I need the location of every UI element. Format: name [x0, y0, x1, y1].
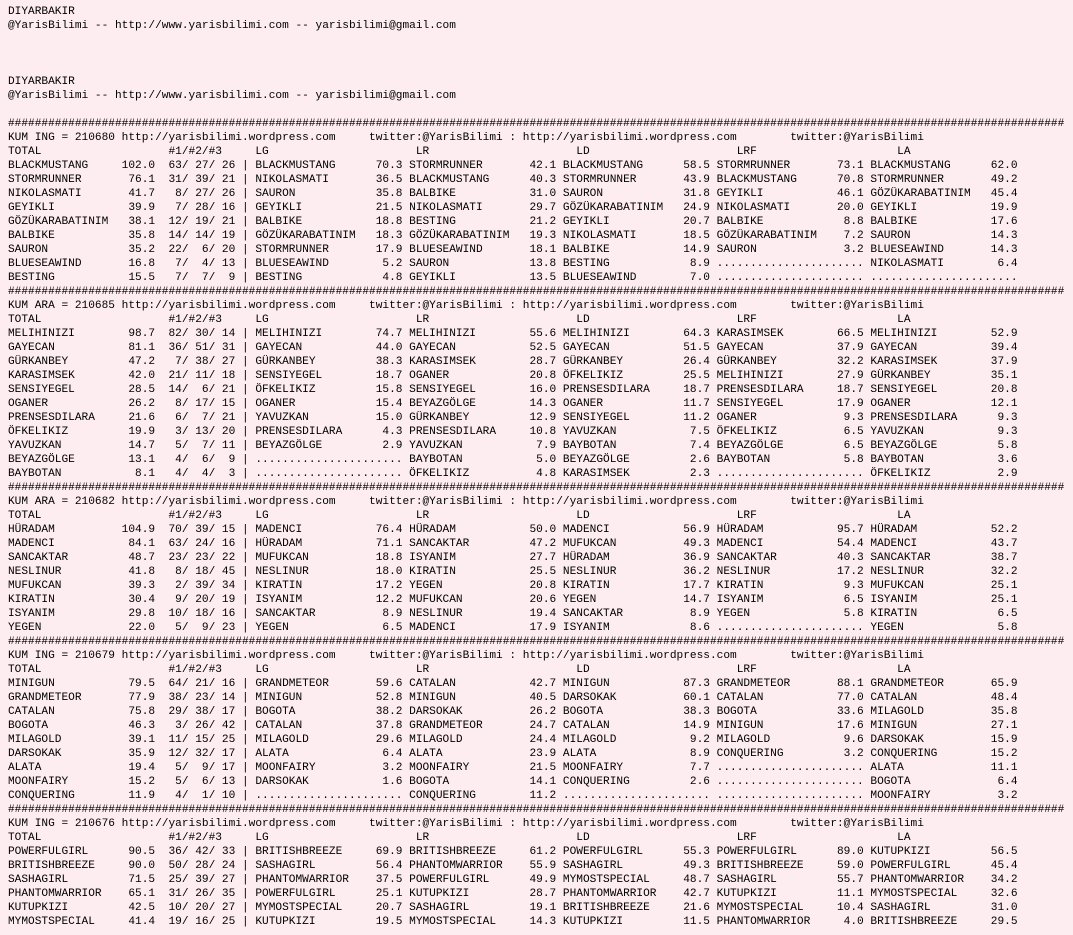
text-line: CONQUERING 11.9 4/ 1/ 10 | ...................... CONQUERING 11.2 ...................... ...................... MOONFAIRY 3.2: [8, 790, 1018, 802]
text-line: STORMRUNNER 76.1 31/ 39/ 21 | NIKOLASMATI 36.5 BLACKMUSTANG 40.3 STORMRUNNER 43.9 BLACKMUSTANG 70.8 STORMRUNNER 49.2: [8, 174, 1018, 186]
text-line: [8, 47, 1064, 61]
text-line: ISYANIM 29.8 10/ 18/ 16 | SANCAKTAR 8.9 NESLINUR 19.4 SANCAKTAR 8.9 YEGEN 5.8 KIRATIN 6.5: [8, 608, 1018, 620]
text-line: ÖFKELIKIZ 19.9 3/ 13/ 20 | PRENSESDILARA 4.3 PRENSESDILARA 10.8 YAVUZKAN 7.5 ÖFKELIKIZ 6.5 YAVUZKAN 9.3: [8, 426, 1018, 438]
text-line: PHANTOMWARRIOR 65.1 31/ 26/ 35 | POWERFULGIRL 25.1 KUTUPKIZI 28.7 PHANTOMWARRIOR 42.7 KUTUPKIZI 11.1 MYMOSTSPECIAL 32.6: [8, 888, 1018, 900]
text-line: ALATA 19.4 5/ 9/ 17 | MOONFAIRY 3.2 MOONFAIRY 21.5 MOONFAIRY 7.7 ...................... ALATA 11.1: [8, 762, 1018, 774]
text-line: BESTING 15.5 7/ 7/ 9 | BESTING 4.8 GEYIKLI 13.5 BLUESEAWIND 7.0 ...................... ......................: [8, 272, 1018, 284]
text-line: TOTAL #1/#2/#3 LG LR LD LRF LA: [8, 832, 911, 844]
text-line: KUM ARA = 210682 http://yarisbilimi.wordpress.com twitter:@YarisBilimi : http://yarisbilimi.wordpress.com twitter:@YarisBilimi: [8, 496, 924, 508]
text-line: MINIGUN 79.5 64/ 21/ 16 | GRANDMETEOR 59.6 CATALAN 42.7 MINIGUN 87.3 GRANDMETEOR 88.1 GRANDMETEOR 65.9: [8, 678, 1018, 690]
text-line: BLACKMUSTANG 102.0 63/ 27/ 26 | BLACKMUSTANG 70.3 STORMRUNNER 42.1 BLACKMUSTANG 58.5 STORMRUNNER 73.1 BLACKMUSTANG 62.0: [8, 160, 1018, 172]
text-line: ##############################################################################################################################################################: [8, 286, 1065, 298]
text-line: BEYAZGÖLGE 13.1 4/ 6/ 9 | ...................... BAYBOTAN 5.0 BEYAZGÖLGE 2.6 BAYBOTAN 5.8 BAYBOTAN 3.6: [8, 454, 1018, 466]
text-line: KUM ING = 210680 http://yarisbilimi.wordpress.com twitter:@YarisBilimi : http://yarisbilimi.wordpress.com twitter:@YarisBilimi: [8, 132, 924, 144]
text-line: @YarisBilimi -- http://www.yarisbilimi.com -- yarisbilimi@gmail.com: [8, 90, 456, 102]
text-line: SAURON 35.2 22/ 6/ 20 | STORMRUNNER 17.9 BLUESEAWIND 18.1 BALBIKE 14.9 SAURON 3.2 BLUESEAWIND 14.3: [8, 244, 1018, 256]
text-line: MILAGOLD 39.1 11/ 15/ 25 | MILAGOLD 29.6 MILAGOLD 24.4 MILAGOLD 9.2 MILAGOLD 9.6 DARSOKAK 15.9: [8, 734, 1018, 746]
text-line: ##############################################################################################################################################################: [8, 636, 1065, 648]
text-line: MYMOSTSPECIAL 41.4 19/ 16/ 25 | KUTUPKIZI 19.5 MYMOSTSPECIAL 14.3 KUTUPKIZI 11.5 PHANTOMWARRIOR 4.0 BRITISHBREEZE 29.5: [8, 916, 1018, 928]
text-line: BOGOTA 46.3 3/ 26/ 42 | CATALAN 37.8 GRANDMETEOR 24.7 CATALAN 14.9 MINIGUN 17.6 MINIGUN 27.1: [8, 720, 1018, 732]
text-line: KARASIMSEK 42.0 21/ 11/ 18 | SENSIYEGEL 18.7 OGANER 20.8 ÖFKELIKIZ 25.5 MELIHINIZI 27.9 GÜRKANBEY 35.1: [8, 370, 1018, 382]
text-line: MADENCI 84.1 63/ 24/ 16 | HÜRADAM 71.1 SANCAKTAR 47.2 MUFUKCAN 49.3 MADENCI 54.4 MADENCI 43.7: [8, 538, 1018, 550]
text-line: BRITISHBREEZE 90.0 50/ 28/ 24 | SASHAGIRL 56.4 PHANTOMWARRIOR 55.9 SASHAGIRL 49.3 BRITISHBREEZE 59.0 POWERFULGIRL 45.4: [8, 860, 1018, 872]
text-line: CATALAN 75.8 29/ 38/ 17 | BOGOTA 38.2 DARSOKAK 26.2 BOGOTA 38.3 BOGOTA 33.6 MILAGOLD 35.8: [8, 706, 1018, 718]
text-line: ##############################################################################################################################################################: [8, 804, 1065, 816]
text-line: NIKOLASMATI 41.7 8/ 27/ 26 | SAURON 35.8 BALBIKE 31.0 SAURON 31.8 GEYIKLI 46.1 GÖZÜKARABATINIM 45.4: [8, 188, 1018, 200]
text-line: ##############################################################################################################################################################: [8, 482, 1065, 494]
text-line: ##############################################################################################################################################################: [8, 118, 1065, 130]
text-line: OGANER 26.2 8/ 17/ 15 | OGANER 15.4 BEYAZGÖLGE 14.3 OGANER 11.7 SENSIYEGEL 17.9 OGANER 12.1: [8, 398, 1018, 410]
text-line: [8, 33, 1064, 47]
text-line: KUM ING = 210679 http://yarisbilimi.wordpress.com twitter:@YarisBilimi : http://yarisbilimi.wordpress.com twitter:@YarisBilimi: [8, 650, 924, 662]
text-line: DIYARBAKIR: [8, 76, 75, 88]
text-line: @YarisBilimi -- http://www.yarisbilimi.com -- yarisbilimi@gmail.com: [8, 20, 456, 32]
text-line: [8, 61, 1064, 75]
text-line: TOTAL #1/#2/#3 LG LR LD LRF LA: [8, 146, 911, 158]
text-line: TOTAL #1/#2/#3 LG LR LD LRF LA: [8, 664, 911, 676]
text-line: GÖZÜKARABATINIM 38.1 12/ 19/ 21 | BALBIKE 18.8 BESTING 21.2 GEYIKLI 20.7 BALBIKE 8.8 BALBIKE 17.6: [8, 216, 1018, 228]
text-line: KIRATIN 30.4 9/ 20/ 19 | ISYANIM 12.2 MUFUKCAN 20.6 YEGEN 14.7 ISYANIM 6.5 ISYANIM 25.1: [8, 594, 1018, 606]
text-line: MOONFAIRY 15.2 5/ 6/ 13 | DARSOKAK 1.6 BOGOTA 14.1 CONQUERING 2.6 ...................... BOGOTA 6.4: [8, 776, 1018, 788]
text-line: GRANDMETEOR 77.9 38/ 23/ 14 | MINIGUN 52.8 MINIGUN 40.5 DARSOKAK 60.1 CATALAN 77.0 CATALAN 48.4: [8, 692, 1018, 704]
text-line: BALBIKE 35.8 14/ 14/ 19 | GÖZÜKARABATINIM 18.3 GÖZÜKARABATINIM 19.3 NIKOLASMATI 18.5 GÖZÜKARABATINIM 7.2 SAURON 14.3: [8, 230, 1018, 242]
text-line: YAVUZKAN 14.7 5/ 7/ 11 | BEYAZGÖLGE 2.9 YAVUZKAN 7.9 BAYBOTAN 7.4 BEYAZGÖLGE 6.5 BEYAZGÖLGE 5.8: [8, 440, 1018, 452]
text-line: NESLINUR 41.8 8/ 18/ 45 | NESLINUR 18.0 KIRATIN 25.5 NESLINUR 36.2 NESLINUR 17.2 NESLINUR 32.2: [8, 566, 1018, 578]
text-line: DIYARBAKIR: [8, 6, 75, 18]
text-line: HÜRADAM 104.9 70/ 39/ 15 | MADENCI 76.4 HÜRADAM 50.0 MADENCI 56.9 HÜRADAM 95.7 HÜRADAM 52.2: [8, 524, 1018, 536]
text-line: POWERFULGIRL 90.5 36/ 42/ 33 | BRITISHBREEZE 69.9 BRITISHBREEZE 61.2 POWERFULGIRL 55.3 POWERFULGIRL 89.0 KUTUPKIZI 56.5: [8, 846, 1018, 858]
text-line: KUM ARA = 210685 http://yarisbilimi.wordpress.com twitter:@YarisBilimi : http://yarisbilimi.wordpress.com twitter:@YarisBilimi: [8, 300, 924, 312]
text-line: DARSOKAK 35.9 12/ 32/ 17 | ALATA 6.4 ALATA 23.9 ALATA 8.9 CONQUERING 3.2 CONQUERING 15.2: [8, 748, 1018, 760]
text-line: MELIHINIZI 98.7 82/ 30/ 14 | MELIHINIZI 74.7 MELIHINIZI 55.6 MELIHINIZI 64.3 KARASIMSEK 66.5 MELIHINIZI 52.9: [8, 328, 1018, 340]
text-line: SENSIYEGEL 28.5 14/ 6/ 21 | ÖFKELIKIZ 15.8 SENSIYEGEL 16.0 PRENSESDILARA 18.7 PRENSESDILARA 18.7 SENSIYEGEL 20.8: [8, 384, 1018, 396]
race-report-text: [8, 5, 1064, 929]
text-line: KUM ING = 210676 http://yarisbilimi.wordpress.com twitter:@YarisBilimi : http://yarisbilimi.wordpress.com twitter:@YarisBilimi: [8, 818, 924, 830]
text-line: BAYBOTAN 8.1 4/ 4/ 3 | ...................... ÖFKELIKIZ 4.8 KARASIMSEK 2.3 ...................... ÖFKELIKIZ 2.9: [8, 468, 1018, 480]
text-line: TOTAL #1/#2/#3 LG LR LD LRF LA: [8, 510, 911, 522]
text-line: SANCAKTAR 48.7 23/ 23/ 22 | MUFUKCAN 18.8 ISYANIM 27.7 HÜRADAM 36.9 SANCAKTAR 40.3 SANCAKTAR 38.7: [8, 552, 1018, 564]
text-line: PRENSESDILARA 21.6 6/ 7/ 21 | YAVUZKAN 15.0 GÜRKANBEY 12.9 SENSIYEGEL 11.2 OGANER 9.3 PRENSESDILARA 9.3: [8, 412, 1018, 424]
text-line: SASHAGIRL 71.5 25/ 39/ 27 | PHANTOMWARRIOR 37.5 POWERFULGIRL 49.9 MYMOSTSPECIAL 48.7 SASHAGIRL 55.7 PHANTOMWARRIOR 34.2: [8, 874, 1018, 886]
text-line: TOTAL #1/#2/#3 LG LR LD LRF LA: [8, 314, 911, 326]
text-line: YEGEN 22.0 5/ 9/ 23 | YEGEN 6.5 MADENCI 17.9 ISYANIM 8.6 ...................... YEGEN 5.8: [8, 622, 1018, 634]
text-line: KUTUPKIZI 42.5 10/ 20/ 27 | MYMOSTSPECIAL 20.7 SASHAGIRL 19.1 BRITISHBREEZE 21.6 MYMOSTSPECIAL 10.4 SASHAGIRL 31.0: [8, 902, 1018, 914]
text-line: BLUESEAWIND 16.8 7/ 4/ 13 | BLUESEAWIND 5.2 SAURON 13.8 BESTING 8.9 ...................... NIKOLASMATI 6.4: [8, 258, 1018, 270]
text-line: GEYIKLI 39.9 7/ 28/ 16 | GEYIKLI 21.5 NIKOLASMATI 29.7 GÖZÜKARABATINIM 24.9 NIKOLASMATI 20.0 GEYIKLI 19.9: [8, 202, 1018, 214]
text-line: GAYECAN 81.1 36/ 51/ 31 | GAYECAN 44.0 GAYECAN 52.5 GAYECAN 51.5 GAYECAN 37.9 GAYECAN 39.4: [8, 342, 1018, 354]
text-line: MUFUKCAN 39.3 2/ 39/ 34 | KIRATIN 17.2 YEGEN 20.8 KIRATIN 17.7 KIRATIN 9.3 MUFUKCAN 25.1: [8, 580, 1018, 592]
text-line: [8, 103, 1064, 117]
text-line: GÜRKANBEY 47.2 7/ 38/ 27 | GÜRKANBEY 38.3 KARASIMSEK 28.7 GÜRKANBEY 26.4 GÜRKANBEY 32.2 KARASIMSEK 37.9: [8, 356, 1018, 368]
